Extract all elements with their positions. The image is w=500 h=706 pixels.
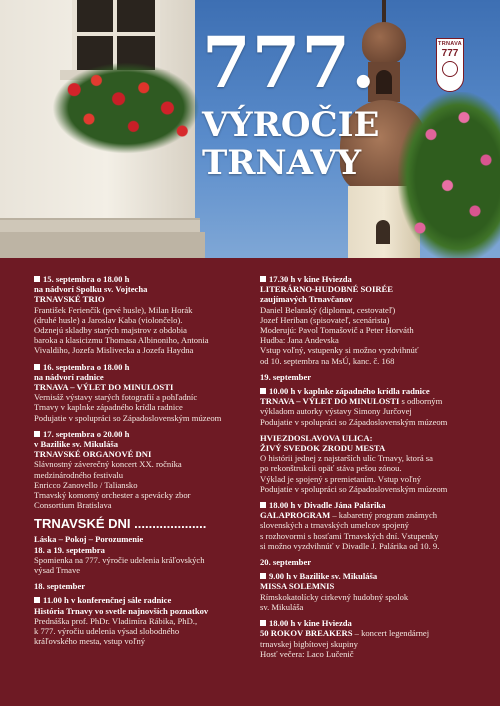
- event-breakers: [260, 618, 492, 659]
- bullet-icon: [34, 431, 40, 437]
- event-text: František Ferienčík (prvé husle), Milan Horák: [34, 304, 193, 315]
- title-number: 777.: [202, 21, 377, 104]
- event-date: 17.30 h v kine Hviezda: [260, 274, 492, 284]
- date-heading: 20. september: [260, 557, 312, 568]
- motto: Láska – Pokoj – Porozumenie: [34, 534, 144, 545]
- event-title: ŽIVÝ SVEDOK ZRODU MESTA: [260, 443, 386, 454]
- event-hviezdoslavova: [260, 433, 492, 494]
- event-text: po rekonštrukcii opäť stáva pešou zónou.: [260, 463, 402, 474]
- event-text: Podujatie v spolupráci so Západoslovenským múzeom: [260, 416, 448, 427]
- event-text: (druhé husle) a Jaroslav Kaba (violončelo).: [34, 314, 183, 325]
- event-venue: na nádvorí Spolku sv. Vojtecha: [34, 284, 148, 295]
- bullet-icon: [260, 502, 266, 508]
- event-title-line: 50 ROKOV BREAKERS – koncert legendárnej: [260, 628, 430, 639]
- event-text: Výklad je spojený s premietaním. Vstup voľný: [260, 473, 422, 484]
- title-city: TRNAVY: [202, 143, 362, 183]
- date-heading: 19. september: [260, 371, 312, 382]
- event-organove-dni: [34, 429, 256, 511]
- event-title: TRNAVSKÉ ORGANOVÉ DNI: [34, 449, 152, 460]
- event-text: Hosť večera: Laco Lučenič: [260, 648, 354, 659]
- event-missa-solemnis: [260, 571, 492, 612]
- event-text: Rímskokatolícky cirkevný hudobný spolok: [260, 591, 409, 602]
- event-text: Spomienka na 777. výročie udelenia kráľovských: [34, 554, 205, 565]
- bullet-icon: [260, 388, 266, 394]
- event-text: výsad Trnave: [34, 565, 81, 576]
- event-title: LITERÁRNO-HUDOBNÉ SOIRÉE: [260, 284, 393, 295]
- event-trnavske-trio: [34, 274, 256, 356]
- event-text: slovenských a trnavských umelcov spojený: [260, 520, 409, 531]
- event-title: TRNAVA – VÝLET DO MINULOSTI: [34, 382, 174, 393]
- event-text: Vstup voľný, vstupenky si možno vyzdvihnúť: [260, 345, 419, 356]
- event-date: 18.00 h v kine Hviezda: [260, 618, 492, 628]
- logo-label: TRNAVA: [438, 41, 462, 47]
- event-text: k 777. výročiu udelenia výsad slobodného: [34, 626, 180, 637]
- bullet-icon: [34, 364, 40, 370]
- event-text: Prednáška prof. PhDr. Vladimíra Rábika, PhD.,: [34, 615, 198, 626]
- event-text: Slávnostný záverečný koncert XX. ročníka: [34, 459, 182, 470]
- event-text: trnavskej bigbítovej skupiny: [260, 638, 358, 649]
- geranium-flowers: [52, 62, 200, 154]
- event-soiree: [260, 274, 492, 366]
- event-text: Vernisáž výstavy starých fotografií a pohľadníc: [34, 392, 198, 403]
- event-text: Odznejú skladby starých majstrov z obdobia: [34, 325, 187, 336]
- program-right-column: [260, 274, 492, 665]
- event-date: 18.00 h v Divadle Jána Palárika: [260, 500, 492, 510]
- event-vylet-vernisaz: [34, 362, 256, 423]
- program: [0, 258, 500, 706]
- event-subtitle: zaujímavých Trnavčanov: [260, 294, 353, 305]
- section-heading-trnavske-dni: TRNAVSKÉ DNI ....................: [34, 516, 207, 532]
- bullet-icon: [260, 620, 266, 626]
- event-title: História Trnavy vo svetle najnovších poznatkov: [34, 605, 209, 616]
- event-text: Daniel Belanský (diplomat, cestovateľ): [260, 304, 396, 315]
- city-logo: [436, 38, 464, 92]
- event-text: Podujatie v spolupráci so Západoslovenským múzeom: [34, 412, 222, 423]
- trnavske-dni-intro: [34, 534, 256, 575]
- event-date: 15. septembra o 18.00 h: [34, 274, 256, 284]
- event-text: Trnavy v kaplnke západného krídla radnice: [34, 402, 183, 413]
- event-text: O histórii jednej z najstarších ulíc Trnavy, ktorá sa: [260, 453, 433, 464]
- event-date: 10.00 h v kaplnke západného krídla radnice: [260, 386, 492, 396]
- event-venue: v Bazilike sv. Mikuláša: [34, 439, 119, 450]
- cornice-base: [0, 232, 205, 258]
- bullet-icon: [34, 597, 40, 603]
- event-historia-trnavy: [34, 581, 256, 646]
- event-text: Vivaldiho, Jozefa Mislivecka a Jozefa Haydna: [34, 345, 194, 356]
- event-title: HVIEZDOSLAVOVA ULICA:: [260, 432, 373, 443]
- event-text: s rozhovormi s hosťami Trnavských dní. Vstupenky: [260, 530, 439, 541]
- days-dates: 18. a 19. septembra: [34, 544, 105, 555]
- event-date: 11.00 h v konferenčnej sále radnice: [34, 595, 256, 605]
- event-title: TRNAVSKÉ TRIO: [34, 294, 105, 305]
- event-text: Moderujú: Pavol Tomašovič a Peter Horváth: [260, 325, 414, 336]
- event-text: Consortium Bratislava: [34, 500, 112, 511]
- event-date: 16. septembra o 18.00 h: [34, 362, 256, 372]
- event-text: Enricco Zanovello / Taliansko: [34, 479, 138, 490]
- date-heading: 18. september: [34, 581, 86, 592]
- bullet-icon: [260, 573, 266, 579]
- event-text: kráľovského mesta, vstup voľný: [34, 636, 146, 647]
- bullet-icon: [34, 276, 40, 282]
- logo-number: 777: [441, 48, 459, 59]
- event-text: od 10. septembra na MsÚ, kanc. č. 168: [260, 355, 395, 366]
- event-text: si možno vyzdvihnúť v Divadle J. Palárika od 10. 9.: [260, 540, 440, 551]
- event-galaprogram: [260, 500, 492, 551]
- event-date: 9.00 h v Bazilike sv. Mikuláša: [260, 571, 492, 581]
- event-text: medzinárodného festivalu: [34, 469, 124, 480]
- event-text: baroka a klasicizmu Thomasa Albinoniho, Antonia: [34, 335, 209, 346]
- hero-photo: [0, 0, 500, 258]
- event-vylet-vyklad: [260, 386, 492, 427]
- event-text: Hudba: Jana Andevska: [260, 335, 339, 346]
- bullet-icon: [260, 276, 266, 282]
- title-anniversary: VÝROČIE: [202, 105, 380, 145]
- event-title-line: TRNAVA – VÝLET DO MINULOSTI s odborným: [260, 396, 443, 407]
- event-title-line: GALAPROGRAM – kabaretný program známych: [260, 510, 438, 521]
- event-title: MISSA SOLEMNIS: [260, 581, 335, 592]
- event-text: sv. Mikuláša: [260, 601, 304, 612]
- event-text: Trnavský komorný orchester a spevácky zbor: [34, 490, 191, 501]
- event-date: 17. septembra o 20.00 h: [34, 429, 256, 439]
- event-text: výkladom autorky výstavy Simony Jurčovej: [260, 406, 412, 417]
- logo-emblem-icon: [442, 61, 458, 77]
- event-text: Podujatie v spolupráci so Západoslovenským múzeom: [260, 483, 448, 494]
- event-text: Jozef Heriban (spisovateľ, scenárista): [260, 314, 390, 325]
- program-left-column: [34, 274, 256, 653]
- event-venue: na nádvorí radnice: [34, 371, 104, 382]
